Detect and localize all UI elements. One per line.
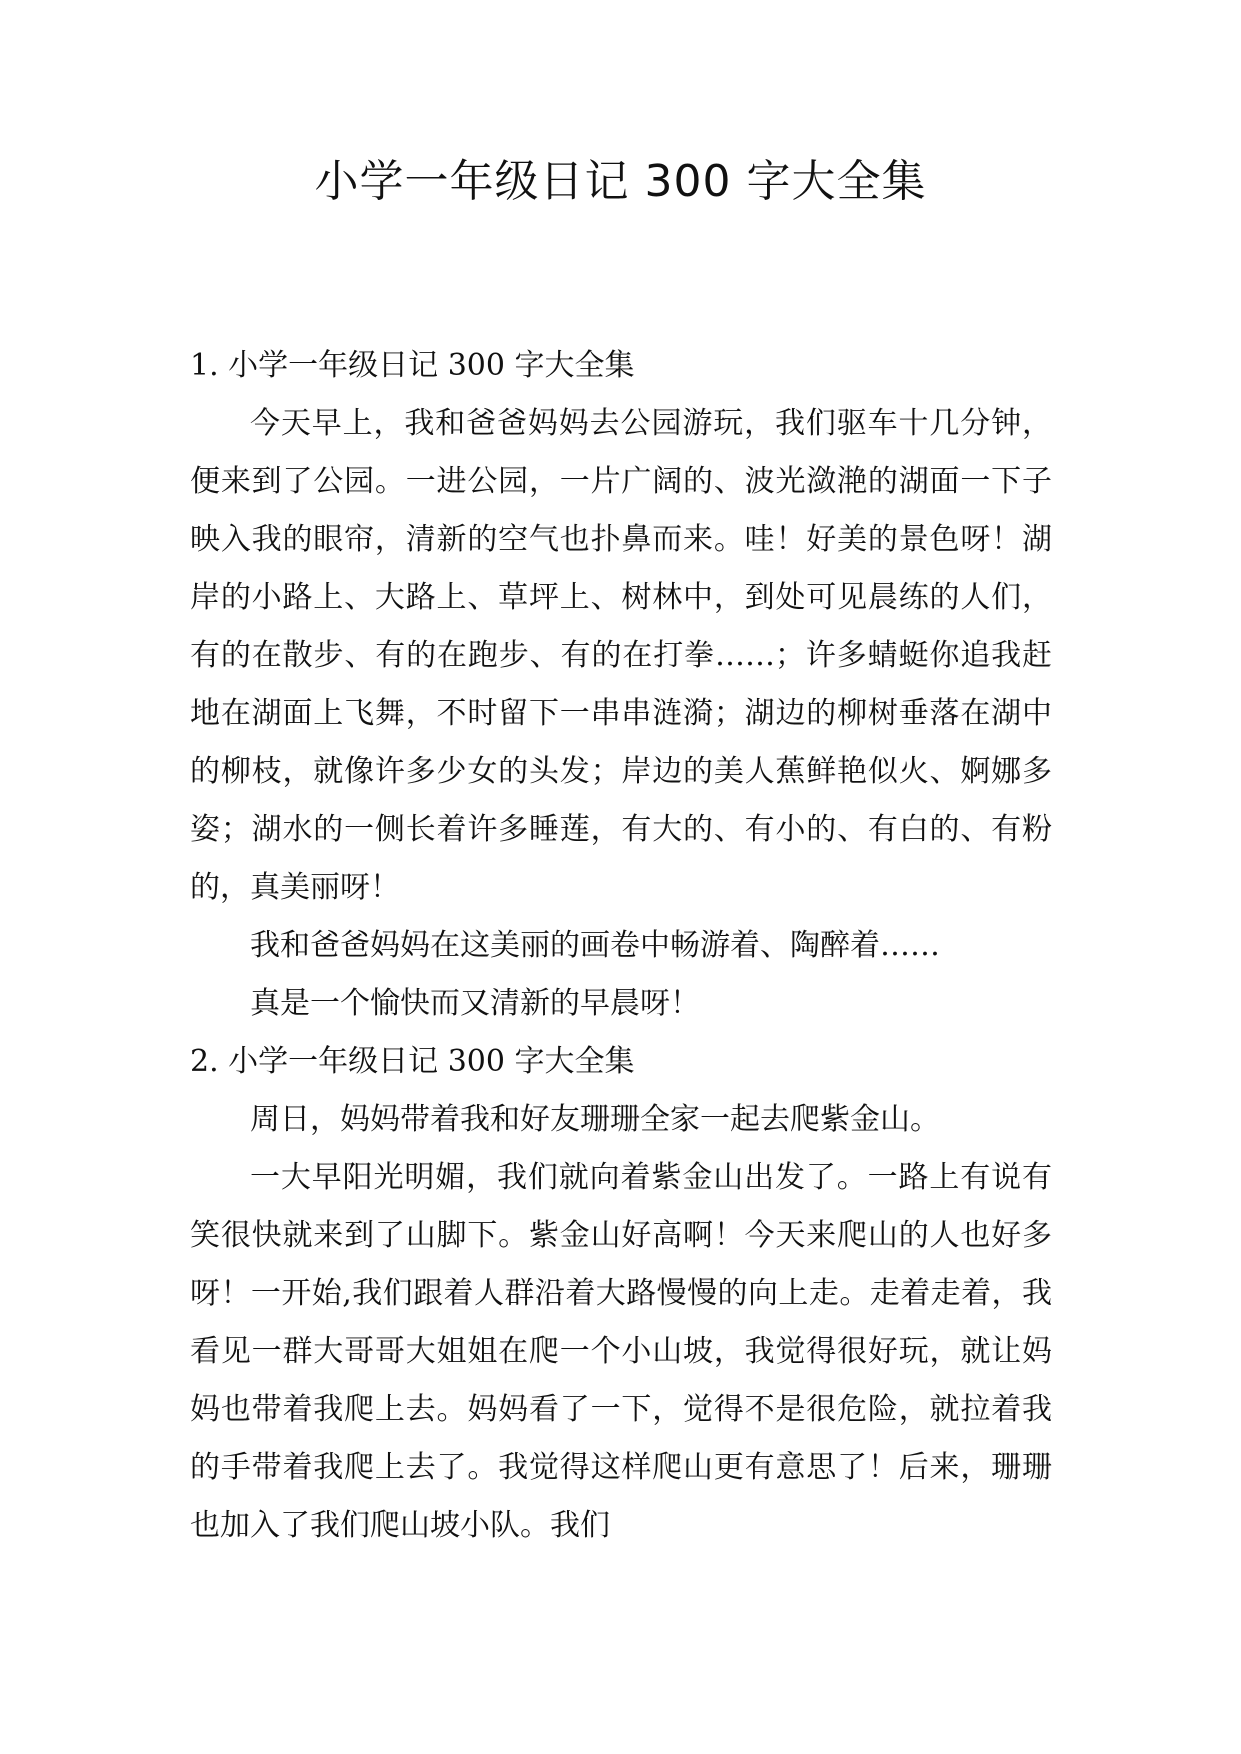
section-1-paragraph-2: 我和爸爸妈妈在这美丽的画卷中畅游着、陶醉着…… — [250, 928, 940, 963]
section-2-paragraph-2: 一大早阳光明媚，我们就向着紫金山出发了。一路上有说有笑很快就来到了山脚下。紫金山好高啊！今天来爬山的人也好多呀！一开始,我们跟着人群沿着大路慢慢的向上走。走着走着，我看见一群大哥哥大姐姐在爬一个小山坡，我觉得很好玩，就让妈妈也带着我爬上去。妈妈看了一下，觉得不是很危险，就拉着我的手带着我爬上去了。我觉得这样爬山更有意思了！后来，珊珊也加入了我们爬山坡小队。我们 — [190, 1160, 1052, 1543]
document-body — [190, 337, 1052, 1555]
document-title: 小学一年级日记 300 字大全集 — [314, 156, 927, 207]
section-1-paragraph-1: 今天早上，我和爸爸妈妈去公园游玩，我们驱车十几分钟，便来到了公园。一进公园，一片广阔的、波光潋滟的湖面一下子映入我的眼帘，清新的空气也扑鼻而来。哇！好美的景色呀！湖岸的小路上、大路上、草坪上、树林中，到处可见晨练的人们，有的在散步、有的在跑步、有的在打拳……；许多蜻蜓你追我赶地在湖面上飞舞，不时留下一串串涟漪；湖边的柳树垂落在湖中的柳枝，就像许多少女的头发；岸边的美人蕉鲜艳似火、婀娜多姿；湖水的一侧长着许多睡莲，有大的、有小的、有白的、有粉的，真美丽呀！ — [190, 406, 1052, 905]
section-heading-2: 2. 小学一年级日记 300 字大全集 — [190, 1044, 635, 1079]
section-1-paragraph-3: 真是一个愉快而又清新的早晨呀！ — [250, 986, 700, 1021]
section-heading-1: 1. 小学一年级日记 300 字大全集 — [190, 348, 635, 383]
section-2-paragraph-1: 周日，妈妈带着我和好友珊珊全家一起去爬紫金山。 — [250, 1102, 940, 1137]
